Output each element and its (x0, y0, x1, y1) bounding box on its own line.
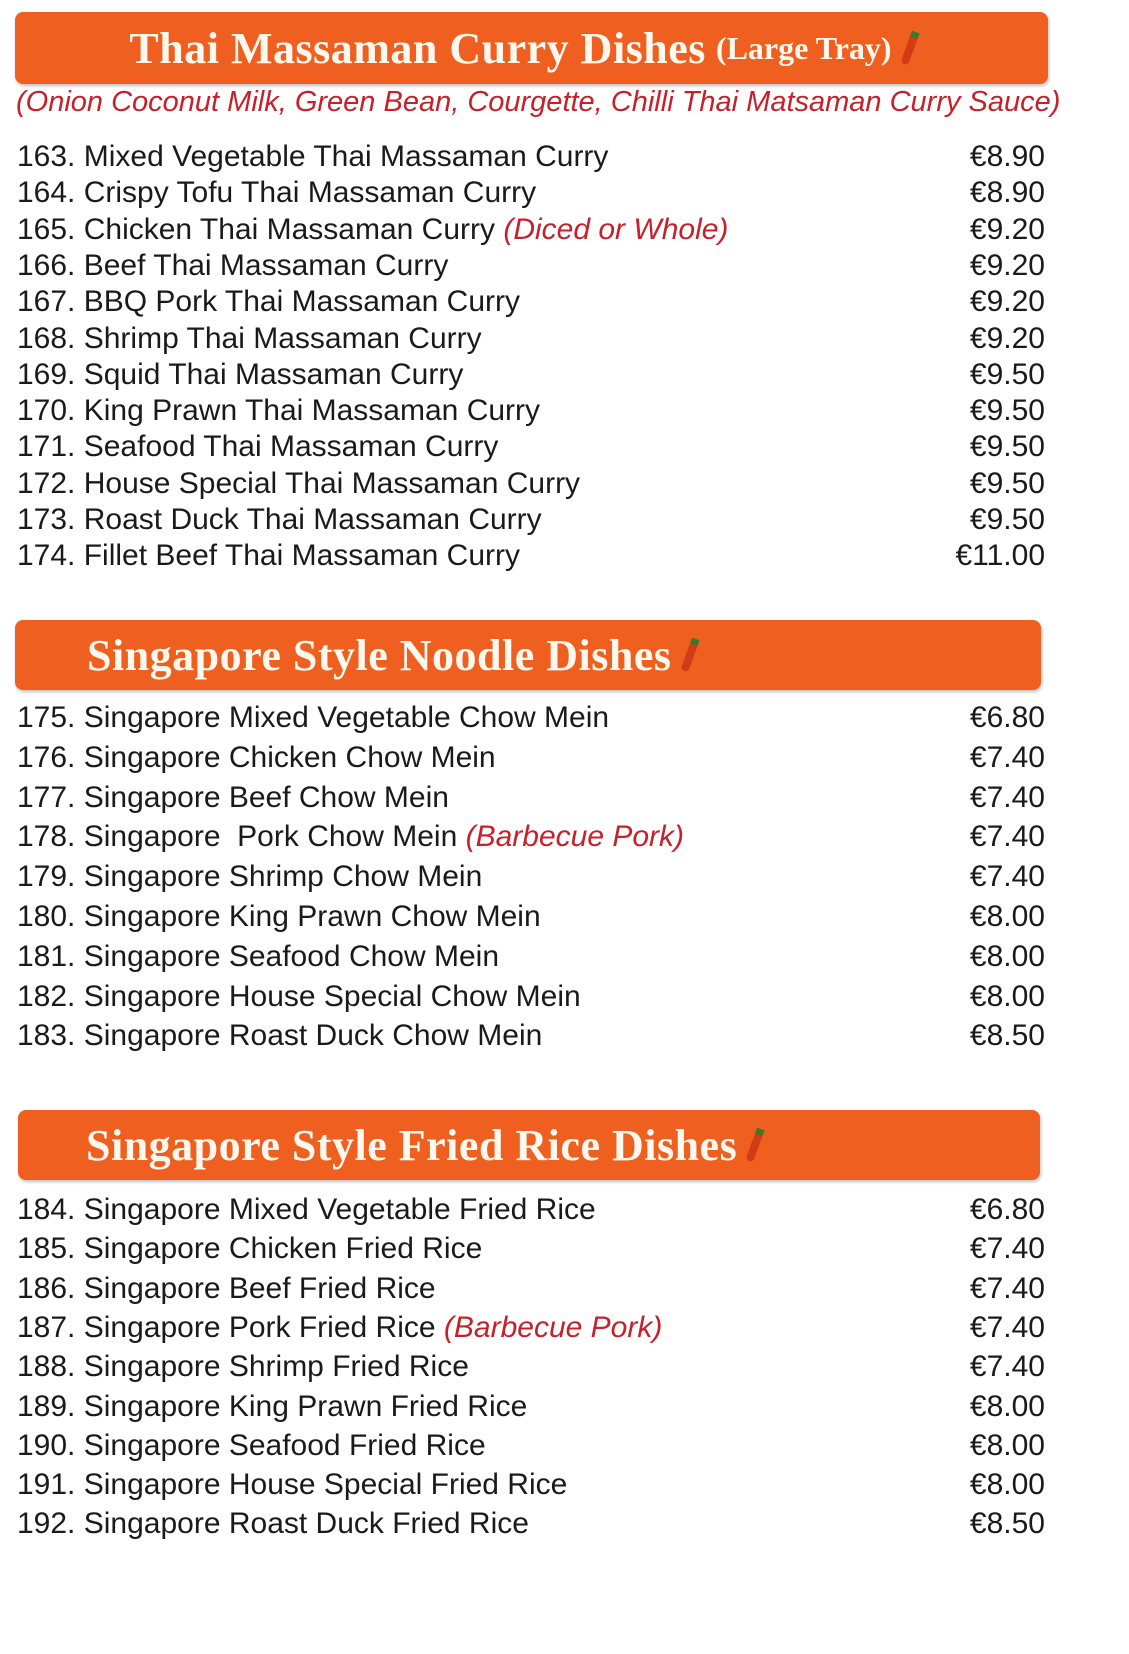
item-number: 183. (17, 1019, 76, 1053)
item-name: Singapore House Special Chow Mein (83, 979, 581, 1013)
menu-item-price: €7.40 (969, 820, 1045, 854)
menu-item (17, 1232, 1045, 1266)
item-number: 176. (17, 740, 76, 774)
menu-item-name (17, 701, 617, 735)
item-number: 179. (17, 860, 76, 894)
menu-item (17, 1350, 1045, 1384)
menu-item-price: €9.50 (969, 357, 1045, 391)
item-name: Singapore Shrimp Chow Mein (83, 860, 483, 894)
menu-item-price: €8.00 (969, 1428, 1045, 1462)
menu-item (17, 140, 1045, 174)
menu-item-name (17, 213, 728, 247)
menu-item-name (17, 1019, 551, 1053)
menu-item (17, 213, 1045, 247)
menu-item-price: €8.50 (969, 1507, 1045, 1541)
menu-item (17, 1019, 1045, 1053)
item-number: 192. (17, 1507, 76, 1541)
menu-item (17, 285, 1045, 319)
menu-item-name (17, 358, 472, 392)
menu-item-price: €8.00 (969, 1389, 1045, 1423)
menu-item-price: €9.20 (969, 248, 1045, 282)
item-note: (Barbecue Pork) (465, 820, 685, 854)
menu-item (17, 1390, 1045, 1424)
item-name: Seafood Thai Massaman Curry (83, 430, 499, 464)
menu-item-name (17, 176, 544, 210)
section-title: Thai Massaman Curry Dishes (129, 23, 706, 73)
item-name: Singapore Seafood Chow Mein (83, 939, 500, 973)
chili-icon (900, 31, 919, 66)
item-number: 166. (17, 248, 76, 282)
item-name: Singapore Shrimp Fried Rice (83, 1350, 469, 1384)
menu-item-price: €8.90 (969, 140, 1045, 173)
item-number: 163. (17, 140, 76, 173)
menu-item (17, 741, 1045, 775)
item-name: Squid Thai Massaman Curry (83, 357, 464, 391)
menu-item-name (17, 900, 549, 934)
item-number: 173. (17, 503, 76, 536)
item-name: Singapore Mixed Vegetable Fried Rice (83, 1193, 596, 1226)
item-number: 167. (17, 285, 76, 319)
menu-item (17, 820, 1045, 854)
menu-item (17, 1193, 1045, 1227)
item-number: 168. (17, 321, 76, 355)
menu-item-price: €8.90 (969, 176, 1045, 210)
item-number: 164. (17, 176, 76, 210)
menu-item-price: €9.50 (969, 503, 1045, 536)
section-banner-massaman (15, 12, 1048, 84)
menu-item-name (17, 539, 528, 573)
section-banner-noodle (15, 620, 1041, 690)
menu-item-name (17, 1468, 576, 1502)
item-number: 182. (17, 979, 76, 1013)
item-name: Singapore King Prawn Chow Mein (83, 900, 541, 933)
menu-item-price: €9.20 (969, 212, 1045, 246)
menu-item-price: €9.20 (969, 285, 1045, 319)
menu-item-name (17, 1390, 536, 1424)
menu-item-price: €7.40 (969, 740, 1045, 774)
section-title: Singapore Style Noodle Dishes (87, 630, 672, 680)
menu-item (17, 1311, 1045, 1345)
chili-icon (746, 1128, 765, 1163)
section-subtitle: (Large Tray) (715, 29, 892, 66)
menu-item-name (17, 1193, 604, 1227)
menu-item (17, 358, 1045, 392)
item-name: Singapore Roast Duck Chow Mein (83, 1019, 543, 1053)
item-name: Crispy Tofu Thai Massaman Curry (83, 176, 537, 210)
menu-item-name (17, 394, 548, 428)
menu-item (17, 1272, 1045, 1306)
menu-item (17, 1468, 1045, 1502)
item-name: Fillet Beef Thai Massaman Curry (83, 539, 520, 573)
menu-item-name (17, 140, 617, 174)
menu-item-price: €8.50 (969, 1019, 1045, 1053)
item-note: (Barbecue Pork) (443, 1310, 663, 1344)
menu-item-name (17, 467, 588, 501)
item-number: 177. (17, 780, 76, 814)
item-name: Singapore King Prawn Fried Rice (83, 1389, 528, 1423)
item-number: 185. (17, 1232, 76, 1266)
menu-item (17, 176, 1045, 210)
menu-item (17, 701, 1045, 735)
menu-item-price: €7.40 (969, 1350, 1045, 1384)
item-name: Chicken Thai Massaman Curry (83, 212, 495, 246)
item-name: Shrimp Thai Massaman Curry (83, 321, 482, 355)
menu-item (17, 394, 1045, 428)
menu-item-name (17, 860, 491, 894)
menu-item-price: €6.80 (969, 1193, 1045, 1226)
item-number: 184. (17, 1193, 76, 1226)
menu-item-name (17, 322, 490, 356)
item-name: Singapore Pork Chow Mein (83, 820, 458, 854)
menu-item (17, 980, 1045, 1014)
menu-item-price: €11.00 (955, 539, 1045, 573)
item-name: Mixed Vegetable Thai Massaman Curry (83, 140, 609, 173)
menu-item-price: €9.50 (969, 394, 1045, 428)
menu-item-name (17, 1507, 537, 1541)
item-number: 170. (17, 394, 76, 428)
menu-item (17, 940, 1045, 974)
item-number: 165. (17, 212, 76, 246)
item-number: 191. (17, 1468, 76, 1502)
item-name: Roast Duck Thai Massaman Curry (83, 503, 542, 536)
menu-item-price: €7.40 (969, 1310, 1045, 1344)
item-number: 187. (17, 1310, 76, 1344)
item-name: BBQ Pork Thai Massaman Curry (83, 285, 520, 319)
menu-item-price: €7.40 (969, 1271, 1045, 1305)
item-name: Singapore Chicken Fried Rice (83, 1232, 483, 1266)
menu-item-name (17, 1311, 662, 1345)
item-name: Singapore Seafood Fried Rice (83, 1428, 486, 1462)
menu-item (17, 322, 1045, 356)
item-name: Beef Thai Massaman Curry (83, 248, 449, 282)
menu-item-name (17, 781, 457, 815)
section-note: (Onion Coconut Milk, Green Bean, Courgette, Chilli Thai Matsaman Curry Sauce) (16, 86, 1061, 118)
menu-item-name (17, 741, 504, 775)
menu-item-name (17, 430, 507, 464)
menu-item-price: €7.40 (969, 860, 1045, 894)
menu-item-name (17, 980, 589, 1014)
menu-item-price: €9.50 (969, 430, 1045, 464)
item-name: King Prawn Thai Massaman Curry (83, 394, 541, 428)
menu-item (17, 503, 1045, 537)
menu-item-name (17, 285, 528, 319)
item-name: Singapore Pork Fried Rice (83, 1310, 436, 1344)
item-number: 180. (17, 900, 76, 933)
item-name: Singapore Beef Fried Rice (83, 1271, 436, 1305)
menu-item-name (17, 1232, 491, 1266)
item-name: House Special Thai Massaman Curry (83, 466, 581, 500)
menu-item (17, 539, 1045, 573)
menu-item-price: €9.20 (969, 321, 1045, 355)
menu-item (17, 860, 1045, 894)
menu-item (17, 430, 1045, 464)
chili-icon (680, 638, 699, 673)
menu-item-name (17, 503, 550, 537)
item-number: 181. (17, 939, 76, 973)
item-number: 169. (17, 357, 76, 391)
menu-item (17, 900, 1045, 934)
item-number: 178. (17, 820, 76, 854)
item-number: 190. (17, 1428, 76, 1462)
menu-item (17, 467, 1045, 501)
menu-item-price: €8.00 (969, 979, 1045, 1013)
item-name: Singapore Roast Duck Fried Rice (83, 1507, 529, 1541)
menu-item (17, 249, 1045, 283)
menu-item-price: €7.40 (969, 1232, 1045, 1266)
menu-item-name (17, 1272, 444, 1306)
menu-item (17, 1429, 1045, 1463)
menu-item-name (17, 1350, 477, 1384)
menu-item-name (17, 249, 457, 283)
item-number: 174. (17, 539, 76, 573)
menu-item-price: €9.50 (969, 466, 1045, 500)
item-name: Singapore Mixed Vegetable Chow Mein (83, 701, 610, 734)
menu-item-name (17, 940, 507, 974)
item-number: 186. (17, 1271, 76, 1305)
item-name: Singapore House Special Fried Rice (83, 1468, 568, 1502)
section-banner-fried-rice (18, 1110, 1040, 1180)
item-number: 188. (17, 1350, 76, 1384)
item-name: Singapore Beef Chow Mein (83, 780, 449, 814)
item-number: 175. (17, 701, 76, 734)
item-name: Singapore Chicken Chow Mein (83, 740, 496, 774)
item-note: (Diced or Whole) (503, 212, 729, 246)
menu-item-price: €8.00 (969, 939, 1045, 973)
item-number: 171. (17, 430, 76, 464)
menu-item-price: €8.00 (969, 900, 1045, 933)
item-number: 189. (17, 1389, 76, 1423)
menu-item-name (17, 1429, 494, 1463)
menu-item-price: €7.40 (969, 780, 1045, 814)
section-title: Singapore Style Fried Rice Dishes (86, 1120, 738, 1170)
menu-item-price: €6.80 (969, 701, 1045, 734)
menu-item-name (17, 820, 684, 854)
menu-item (17, 1507, 1045, 1541)
item-number: 172. (17, 466, 76, 500)
menu-item-price: €8.00 (969, 1468, 1045, 1502)
menu-item (17, 781, 1045, 815)
